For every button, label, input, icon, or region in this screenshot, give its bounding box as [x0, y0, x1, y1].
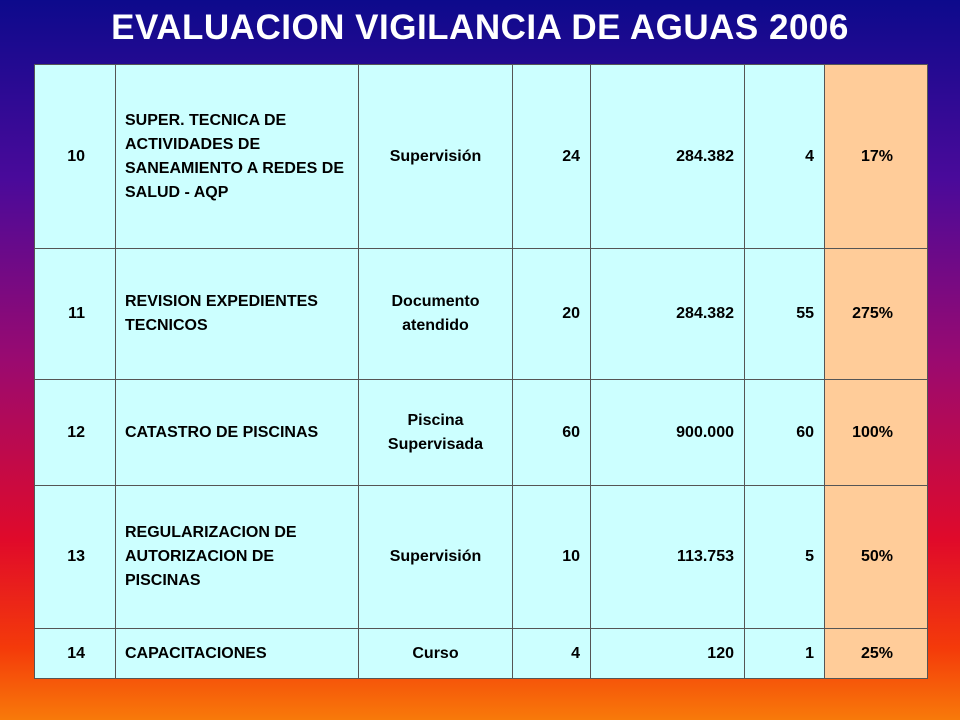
target-cell: 24	[513, 65, 591, 249]
percent-cell: 17%	[825, 65, 928, 249]
unit-cell: Documento atendido	[359, 249, 513, 380]
achieved-cell: 55	[745, 249, 825, 380]
page-title: EVALUACION VIGILANCIA DE AGUAS 2006	[111, 8, 849, 47]
row-number: 12	[35, 380, 116, 486]
activity-cell: REGULARIZACION DE AUTORIZACION DE PISCINAS	[116, 486, 359, 629]
achieved-cell: 1	[745, 629, 825, 679]
table-row	[35, 629, 928, 679]
row-number: 10	[35, 65, 116, 249]
target-cell: 20	[513, 249, 591, 380]
row-number: 14	[35, 629, 116, 679]
unit-cell: Curso	[359, 629, 513, 679]
table-row	[35, 249, 928, 380]
achieved-cell: 4	[745, 65, 825, 249]
unit-cell: Supervisión	[359, 65, 513, 249]
activity-cell: CAPACITACIONES	[116, 629, 359, 679]
budget-cell: 900.000	[591, 380, 745, 486]
row-number: 11	[35, 249, 116, 380]
percent-cell: 50%	[825, 486, 928, 629]
percent-cell: 100%	[825, 380, 928, 486]
activity-cell: CATASTRO DE PISCINAS	[116, 380, 359, 486]
activity-cell: REVISION EXPEDIENTES TECNICOS	[116, 249, 359, 380]
target-cell: 60	[513, 380, 591, 486]
table-row	[35, 486, 928, 629]
unit-cell: Piscina Supervisada	[359, 380, 513, 486]
evaluation-table	[34, 64, 928, 679]
row-number: 13	[35, 486, 116, 629]
budget-cell: 120	[591, 629, 745, 679]
percent-cell: 275%	[825, 249, 928, 380]
budget-cell: 284.382	[591, 65, 745, 249]
percent-cell: 25%	[825, 629, 928, 679]
achieved-cell: 60	[745, 380, 825, 486]
budget-cell: 284.382	[591, 249, 745, 380]
budget-cell: 113.753	[591, 486, 745, 629]
activity-cell: SUPER. TECNICA DE ACTIVIDADES DE SANEAMIENTO A REDES DE SALUD - AQP	[116, 65, 359, 249]
table-row	[35, 380, 928, 486]
table-row	[35, 65, 928, 249]
target-cell: 4	[513, 629, 591, 679]
target-cell: 10	[513, 486, 591, 629]
unit-cell: Supervisión	[359, 486, 513, 629]
achieved-cell: 5	[745, 486, 825, 629]
